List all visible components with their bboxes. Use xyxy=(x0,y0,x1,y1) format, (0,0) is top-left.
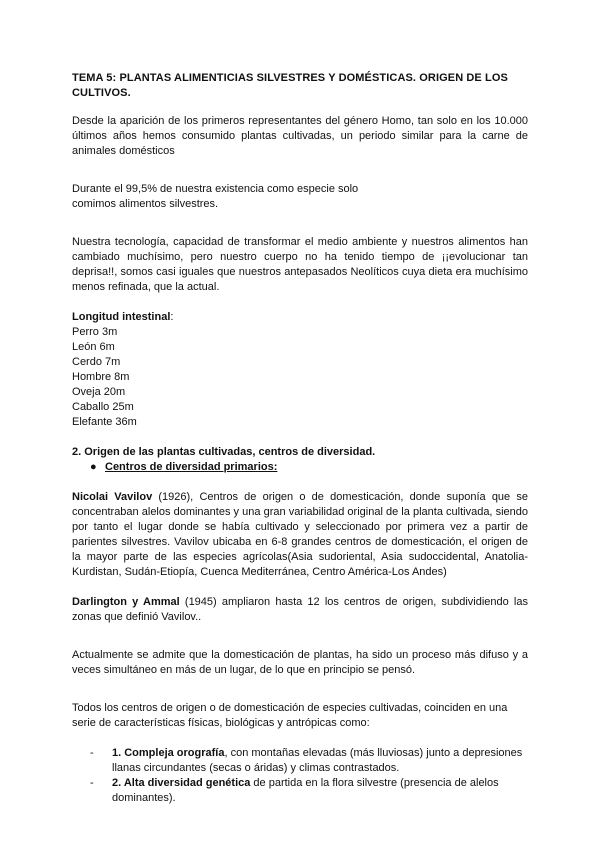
document-title: TEMA 5: PLANTAS ALIMENTICIAS SILVESTRES Y DOMÉSTICAS. ORIGEN DE LOS CULTIVOS. xyxy=(72,72,508,99)
section-2-heading: 2. Origen de las plantas cultivadas, centros de diversidad. xyxy=(72,446,376,458)
document-body xyxy=(72,71,528,806)
list-item: Cerdo 7m xyxy=(72,356,121,368)
dash-marker: - xyxy=(90,777,94,789)
intro-paragraph-1: Desde la aparición de los primeros representantes del género Homo, tan solo en los 10.000 últimos años hemos consumido plantas cultivadas, un periodo similar para la carne de animales domésticos xyxy=(72,115,528,157)
list-item: Hombre 8m xyxy=(72,371,130,383)
characteristic-item: - 1. Compleja orografía, con montañas elevadas (más lluviosas) junto a depresiones llanas circundantes (secas o áridas) y climas contrastados. xyxy=(90,747,523,774)
list-item: Oveja 20m xyxy=(72,386,126,398)
dash-marker: - xyxy=(90,747,94,759)
intro-paragraph-2: Durante el 99,5% de nuestra existencia como especie solo comimos alimentos silvestres. xyxy=(72,183,359,210)
list-item: León 6m xyxy=(72,341,115,353)
intestine-heading: Longitud intestinal: xyxy=(72,311,174,323)
darlington-paragraph: Darlington y Ammal (1945) ampliaron hasta 12 los centros de origen, subdividiendo las zonas que definió Vavilov.. xyxy=(72,596,528,623)
list-item: Caballo 25m xyxy=(72,401,134,413)
intestine-list xyxy=(72,325,528,430)
intro-paragraph-3: Nuestra tecnología, capacidad de transformar el medio ambiente y nuestros alimentos han cambiado muchísimo, pero nuestro cuerpo no ha tenido tiempo de ¡¡evolucionar tan deprisa!!, somos casi iguales que nuestros antepasados Neolíticos cuya dieta era muchísimo menos refinada, que la actual. xyxy=(72,236,528,293)
actual-paragraph: Actualmente se admite que la domesticación de plantas, ha sido un proceso más difuso y a veces simultáneo en más de un lugar, de lo que en principio se pensó. xyxy=(72,649,528,676)
characteristic-item: - 2. Alta diversidad genética de partida en la flora silvestre (presencia de alelos dominantes). xyxy=(90,777,499,804)
list-item: Elefante 36m xyxy=(72,416,137,428)
section-2-bullet xyxy=(72,460,528,475)
vavilov-paragraph: Nicolai Vavilov (1926), Centros de origen o de domesticación, donde suponía que se concentraban alelos dominantes y una gran variabilidad original de la planta cultivada, siendo por tanto el lugar donde se había cultivado y seleccionado por primera vez a partir de parientes silvestres. Vavilov ubicaba en 6-8 grandes centros de domesticación, el origen de la mayor parte de las especies agrícolas(Asia sudoriental, Asia sudoccidental, Anatolia-Kurdistan, Sudán-Etiopía, Cuenca Mediterránea, Centro América-Los Andes) xyxy=(72,491,528,578)
bullet-icon: ● xyxy=(90,461,97,473)
section-2-bullet-label: Centros de diversidad primarios: xyxy=(105,461,278,473)
todos-paragraph: Todos los centros de origen o de domesticación de especies cultivadas, coinciden en una serie de características físicas, biológicas y antrópicas como: xyxy=(72,702,508,729)
list-item: Perro 3m xyxy=(72,326,118,338)
